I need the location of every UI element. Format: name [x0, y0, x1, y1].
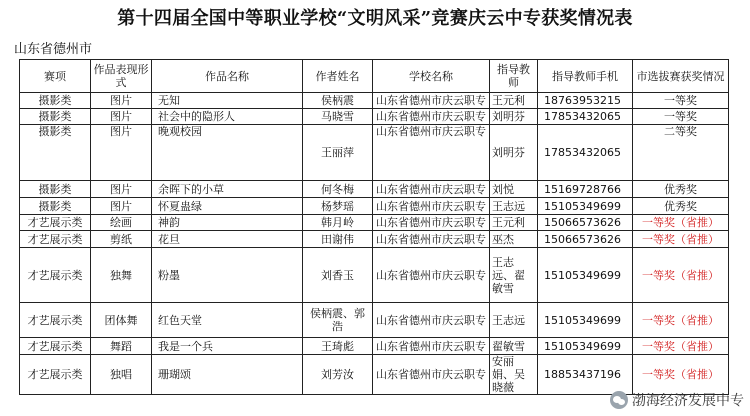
table-header-row	[20, 60, 729, 93]
watermark-text: 渤海经济发展中专	[632, 393, 744, 409]
cell-award: 优秀奖	[633, 198, 729, 215]
cell-author: 王丽萍	[303, 125, 373, 181]
cell-author: 刘香玉	[303, 248, 373, 303]
cell-category: 才艺展示类	[20, 231, 91, 248]
cell-form: 图片	[91, 125, 152, 181]
cell-form: 图片	[91, 93, 152, 109]
cell-category: 才艺展示类	[20, 248, 91, 303]
table-row	[20, 125, 729, 181]
region-label: 山东省德州市	[14, 42, 93, 57]
cell-school: 山东省德州市庆云职专	[373, 303, 490, 338]
cell-work: 粉墨	[152, 248, 303, 303]
cell-award: 一等奖（省推）	[633, 303, 729, 338]
cell-category: 才艺展示类	[20, 303, 91, 338]
header-award: 市选拔赛获奖情况	[633, 60, 729, 93]
cell-teacher: 王元利	[490, 93, 538, 109]
cell-form: 绘画	[91, 215, 152, 231]
header-teacher: 指导教师	[490, 60, 538, 93]
cell-form: 独舞	[91, 248, 152, 303]
cell-author: 侯柄震	[303, 93, 373, 109]
cell-work: 神韵	[152, 215, 303, 231]
header-form: 作品表现形式	[91, 60, 152, 93]
cell-form: 图片	[91, 198, 152, 215]
cell-work: 社会中的隐形人	[152, 109, 303, 125]
cell-teacher: 王志远、翟敏雪	[490, 248, 538, 303]
table-row	[20, 215, 729, 231]
cell-work: 怀夏蛊绿	[152, 198, 303, 215]
cell-award: 优秀奖	[633, 181, 729, 198]
cell-phone: 15105349699	[538, 338, 633, 355]
page-title: 第十四届全国中等职业学校“文明风采”竞赛庆云中专获奖情况表	[117, 8, 633, 29]
header-author: 作者姓名	[303, 60, 373, 93]
cell-phone: 17853432065	[538, 109, 633, 125]
cell-phone: 18763953215	[538, 93, 633, 109]
cell-teacher: 刘明芬	[490, 125, 538, 181]
cell-phone: 15066573626	[538, 215, 633, 231]
cell-award: 一等奖（省推）	[633, 248, 729, 303]
cell-school: 山东省德州市庆云职专	[373, 109, 490, 125]
table-row	[20, 93, 729, 109]
cell-award: 一等奖（省推）	[633, 215, 729, 231]
cell-category: 摄影类	[20, 109, 91, 125]
cell-school: 山东省德州市庆云职专	[373, 215, 490, 231]
cell-school: 山东省德州市庆云职专	[373, 355, 490, 395]
table-row	[20, 231, 729, 248]
cell-award: 二等奖	[633, 125, 729, 181]
cell-teacher: 王志远	[490, 198, 538, 215]
cell-award: 一等奖	[633, 109, 729, 125]
wechat-icon	[610, 391, 628, 409]
cell-form: 独唱	[91, 355, 152, 395]
cell-award: 一等奖（省推）	[633, 231, 729, 248]
cell-author: 马晓雪	[303, 109, 373, 125]
cell-school: 山东省德州市庆云职专	[373, 181, 490, 198]
cell-category: 摄影类	[20, 93, 91, 109]
cell-school: 山东省德州市庆云职专	[373, 198, 490, 215]
cell-author: 杨梦瑶	[303, 198, 373, 215]
cell-category: 才艺展示类	[20, 338, 91, 355]
cell-phone: 17853432065	[538, 125, 633, 181]
cell-phone: 15105349699	[538, 248, 633, 303]
cell-category: 才艺展示类	[20, 355, 91, 395]
cell-author: 韩月岭	[303, 215, 373, 231]
cell-teacher: 翟敏雪	[490, 338, 538, 355]
awards-table	[19, 59, 729, 395]
cell-author: 田谢伟	[303, 231, 373, 248]
cell-work: 余晖下的小草	[152, 181, 303, 198]
cell-author: 王琦彪	[303, 338, 373, 355]
cell-award: 一等奖（省推）	[633, 338, 729, 355]
cell-author: 刘芳汝	[303, 355, 373, 395]
cell-school: 山东省德州市庆云职专	[373, 93, 490, 109]
cell-teacher: 王元利	[490, 215, 538, 231]
header-work: 作品名称	[152, 60, 303, 93]
cell-teacher: 安丽娟、吴晓薇	[490, 355, 538, 395]
cell-work: 晚观校园	[152, 125, 303, 181]
cell-form: 图片	[91, 109, 152, 125]
cell-category: 才艺展示类	[20, 215, 91, 231]
table-row	[20, 248, 729, 303]
header-school: 学校名称	[373, 60, 490, 93]
cell-work: 花旦	[152, 231, 303, 248]
header-category: 赛项	[20, 60, 91, 93]
cell-phone: 15105349699	[538, 198, 633, 215]
cell-phone: 15169728766	[538, 181, 633, 198]
cell-work: 红色天堂	[152, 303, 303, 338]
cell-form: 舞蹈	[91, 338, 152, 355]
cell-author: 何冬梅	[303, 181, 373, 198]
cell-school: 山东省德州市庆云职专	[373, 231, 490, 248]
table-row	[20, 109, 729, 125]
cell-phone: 15066573626	[538, 231, 633, 248]
cell-school: 山东省德州市庆云职专	[373, 338, 490, 355]
cell-author: 侯柄震、郭浩	[303, 303, 373, 338]
cell-teacher: 刘悦	[490, 181, 538, 198]
cell-school: 山东省德州市庆云职专	[373, 248, 490, 303]
cell-award: 一等奖	[633, 93, 729, 109]
cell-category: 摄影类	[20, 181, 91, 198]
table-row	[20, 338, 729, 355]
cell-work: 我是一个兵	[152, 338, 303, 355]
cell-form: 剪纸	[91, 231, 152, 248]
cell-teacher: 巫杰	[490, 231, 538, 248]
cell-category: 摄影类	[20, 198, 91, 215]
cell-phone: 15105349699	[538, 303, 633, 338]
table-row	[20, 181, 729, 198]
cell-phone: 18853437196	[538, 355, 633, 395]
cell-work: 珊瑚颂	[152, 355, 303, 395]
cell-award: 一等奖（省推）	[633, 355, 729, 395]
table-row	[20, 355, 729, 395]
table-row	[20, 303, 729, 338]
cell-work: 无知	[152, 93, 303, 109]
cell-teacher: 王志远	[490, 303, 538, 338]
cell-form: 图片	[91, 181, 152, 198]
watermark	[610, 390, 744, 410]
cell-category: 摄影类	[20, 125, 91, 181]
cell-teacher: 刘明芬	[490, 109, 538, 125]
cell-school: 山东省德州市庆云职专	[373, 125, 490, 181]
table-row	[20, 198, 729, 215]
header-phone: 指导教师手机	[538, 60, 633, 93]
cell-form: 团体舞	[91, 303, 152, 338]
